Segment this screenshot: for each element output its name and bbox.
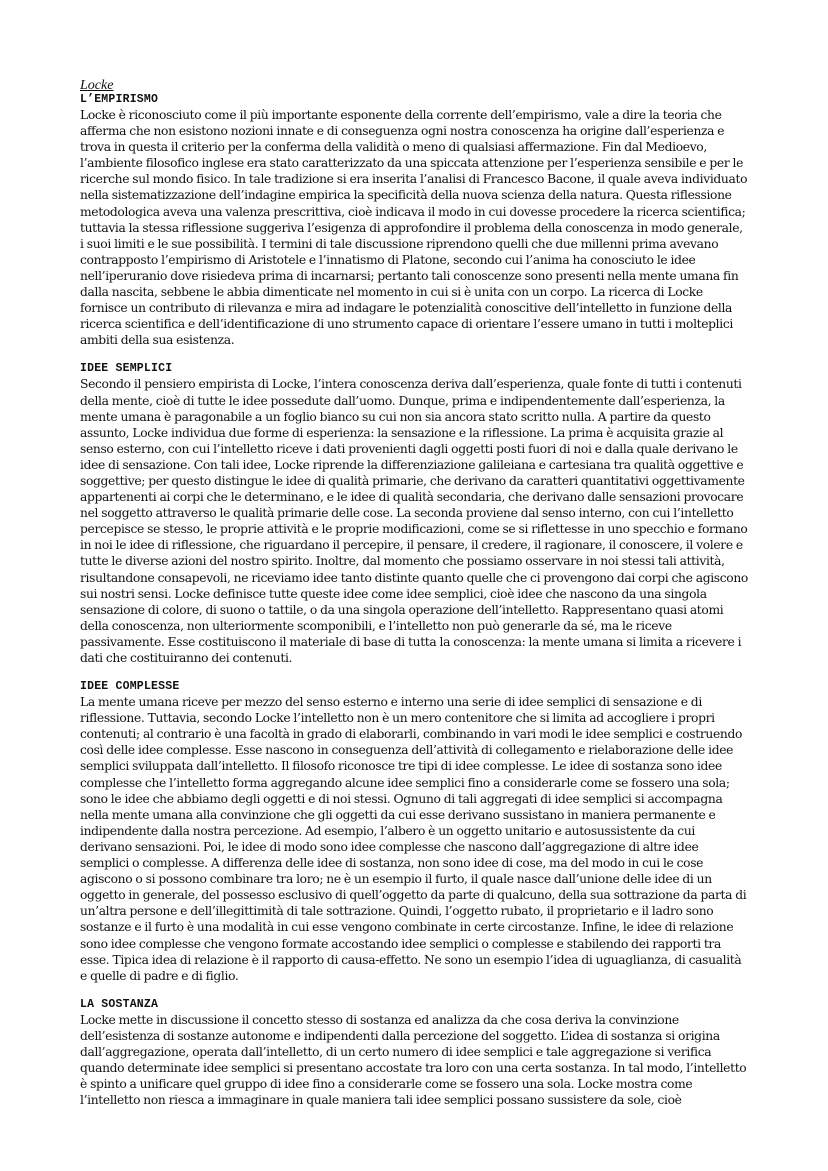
section-idee-complesse — [80, 680, 748, 984]
document-title: Locke — [80, 78, 114, 93]
section-heading: IDEE COMPLESSE — [80, 680, 180, 694]
section-paragraph: Locke è riconosciuto come il più importante esponente della corrente dell’empirismo, vale a dire la teoria che afferma che non esistono nozioni innate e di conseguenza ogni nostra conoscenza ha origine dall’esperienza e trova in questa il criterio per la conferma della validità o meno di qualsiasi affermazione. Fin dal Medioevo, l’ambiente filosofico inglese era stato caratterizzato da una spiccata attenzione per l’esperienza sensibile e per le ricerche sul mondo fisico. In tale tradizione si era inserita l’analisi di Francesco Bacone, il quale aveva individuato nella sistematizzazione dell’indagine empirica la specificità della nuova scienza della natura. Questa riflessione metodologica aveva una valenza prescrittiva, cioè indicava il modo in cui dovesse procedere la ricerca scientifica; tuttavia la stessa riflessione suggeriva l’esigenza di approfondire il problema della conoscenza in modo generale, i suoi limiti e le sue possibilità. I termini di tale discussione riprendono quelli che due millenni prima avevano contrapposto l’empirismo di Aristotele e l’innatismo di Platone, secondo cui l’anima ha conosciuto le idee nell’iperuranio dove risiedeva prima di incarnarsi; pertanto tali conoscenze sono presenti nella mente umana fin dalla nascita, sebbene le abbia dimenticate nel momento in cui si è unita con un corpo. La ricerca di Locke fornisce un contributo di rilevanza e mira ad indagare le potenzialità conoscitive dell’intelletto in funzione della ricerca scientifica e dell’identificazione di uno strumento capace di orientare l’essere umano in tutti i molteplici ambiti della sua esistenza. — [80, 108, 748, 348]
section-paragraph: Secondo il pensiero empirista di Locke, l’intera conoscenza deriva dall’esperienza, quale fonte di tutti i contenuti della mente, cioè di tutte le idee possedute dall’uomo. Dunque, prima e indipendentemente dall’esperienza, la mente umana è paragonabile a un foglio bianco su cui non sia ancora stato scritto nulla. A partire da questo assunto, Locke individua due forme di esperienza: la sensazione e la riflessione. La prima è acquisita grazie al senso esterno, con cui l’intelletto riceve i dati provenienti dagli oggetti posti fuori di noi e dalla quale derivano le idee di sensazione. Con tali idee, Locke riprende la differenziazione galileiana e cartesiana tra qualità oggettive e soggettive; per questo distingue le idee di qualità primarie, che derivano da caratteri quantitativi oggettivamente appartenenti ai corpi che le determinano, e le idee di qualità secondaria, che derivano dalle sensazioni provocare nel soggetto attraverso le qualità primarie delle cose. La seconda proviene dal senso interno, con cui l’intelletto percepisce se stesso, le proprie attività e le proprie modificazioni, come se si riflettesse in uno specchio e formano in noi le idee di riflessione, che riguardano il percepire, il pensare, il credere, il ragionare, il conoscere, il volere e tutte le diverse azioni del nostro spirito. Inoltre, dal momento che possiamo osservare in noi stessi tali attività, risultandone consapevoli, ne riceviamo idee tanto distinte quanto quelle che ci provengono dai corpi che agiscono sui nostri sensi. Locke definisce tutte queste idee come idee semplici, cioè idee che nascono da una singola sensazione di colore, di suono o tattile, o da una singola operazione dell’intelletto. Rappresentano quasi atomi della conoscenza, non ulteriormente scomponibili, e l’intelletto non può generarle da sé, ma le riceve passivamente. Esse costituiscono il materiale di base di tutta la conoscenza: la mente umana si limita a ricevere i dati che costituiranno dei contenuti. — [80, 377, 748, 665]
section-heading: IDEE SEMPLICI — [80, 362, 173, 376]
section-heading: LA SOSTANZA — [80, 997, 159, 1011]
section-heading: L’EMPIRISMO — [80, 93, 159, 106]
section-sostanza — [80, 998, 748, 1109]
section-paragraph: Locke mette in discussione il concetto stesso di sostanza ed analizza da che cosa deriva la convinzione dell’esistenza di sostanze autonome e indipendenti dalla percezione del soggetto. L’idea di sostanza si origina dall’aggregazione, operata dall’intelletto, di un certo numero di idee semplici e tale aggregazione si verifica quando determinate idee semplici si presentano accostate tra loro con una certa sostanza. In tal modo, l’intelletto è spinto a unificare quel gruppo di idee fino a considerarle come se fossero una sola. Locke mostra come l’intelletto non riesca a immaginare in quale maniera tali idee semplici possano sussistere da sole, cioè — [80, 1012, 747, 1108]
section-empirismo — [80, 93, 748, 348]
section-paragraph: La mente umana riceve per mezzo del senso esterno e interno una serie di idee semplici di sensazione e di riflessione. Tuttavia, secondo Locke l’intelletto non è un mero contenitore che si limita ad accogliere i propri contenuti; al contrario è una facoltà in grado di elaborarli, combinando in vari modi le idee semplici e costruendo così delle idee complesse. Esse nascono in conseguenza dell’attività di collegamento e rielaborazione delle idee semplici sviluppata dall’intelletto. Il filosofo riconosce tre tipi di idee complesse. Le idee di sostanza sono idee complesse che l’intelletto forma aggregando alcune idee semplici fino a considerarle come se fossero una sola; sono le idee che abbiamo degli oggetti e di noi stessi. Ognuno di tali aggregati di idee semplici si accompagna nella mente umana alla convinzione che gli oggetti da cui esse derivano sussistano in maniera permanente e indipendente dalla nostra percezione. Ad esempio, l’albero è un oggetto unitario e autosussistente da cui derivano sensazioni. Poi, le idee di modo sono idee complesse che nascono dall’aggregazione di altre idee semplici o complesse. A differenza delle idee di sostanza, non sono idee di cose, ma del modo in cui le cose agiscono o si possono combinare tra loro; ne è un esempio il furto, il quale nasce dall’unione delle idee di un oggetto in generale, del possesso esclusivo di quell’oggetto da parte di qualcuno, della sua sottrazione da parta di un’altra persone e dell’illegittimità di tale sottrazione. Quindi, l’oggetto rubato, il proprietario e il ladro sono sostanze e il furto è una modalità in cui esse vengono combinate in certe circostanze. Infine, le idee di relazione sono idee complesse che vengono formate accostando idee semplici o complesse e stabilendo dei rapporti tra esse. Tipica idea di relazione è il rapporto di causa-effetto. Ne sono un esempio l’idea di uguaglianza, di casualità e quelle di padre e di figlio. — [80, 695, 747, 983]
section-idee-semplici — [80, 362, 748, 666]
